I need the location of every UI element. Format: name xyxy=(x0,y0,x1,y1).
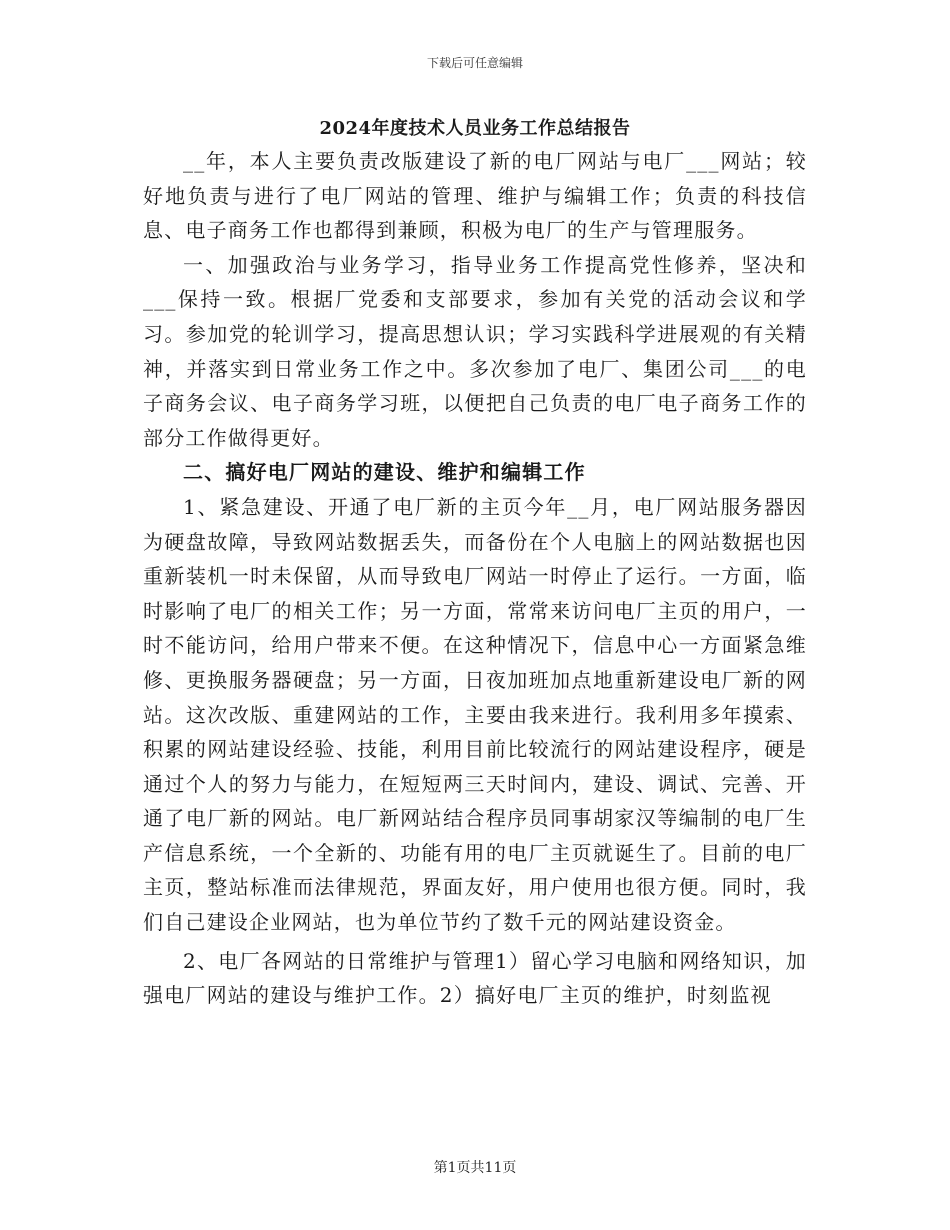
page-footer: 第1页共11页 xyxy=(433,1160,517,1176)
paragraph-item-1: 1、紧急建设、开通了电厂新的主页今年__月，电厂网站服务器因为硬盘故障，导致网站数据丢失，而备份在个人电脑上的网站数据也因重新装机一时未保留，从而导致电厂网站一时停止了运行。一方面，临时影响了电厂的相关工作；另一方面，常常来访问电厂主页的用户，一时不能访问，给用户带来不便。在这种情况下，信息中心一方面紧急维修、更换服务器硬盘；另一方面，日夜加班加点地重新建设电厂新的网站。这次改版、重建网站的工作，主要由我来进行。我利用多年摸索、积累的网站建设经验、技能，利用目前比较流行的网站建设程序，硬是通过个人的努力与能力，在短短两三天时间内，建设、调试、完善、开通了电厂新的网站。电厂新网站结合程序员同事胡家汉等编制的电厂生产信息系统，一个全新的、功能有用的电厂主页就诞生了。目前的电厂主页，整站标准而法律规范，界面友好，用户使用也很方便。同时，我们自己建设企业网站，也为单位节约了数千元的网站建设资金。 xyxy=(143,494,807,935)
page-header: 下载后可任意编辑 xyxy=(426,56,523,70)
paragraph-item-2: 2、电厂各网站的日常维护与管理1）留心学习电脑和网络知识，加强电厂网站的建设与维护工作。2）搞好电厂主页的维护，时刻监视 xyxy=(143,948,807,1008)
paragraph-section-1: 一、加强政治与业务学习，指导业务工作提高党性修养，坚决和___保持一致。根据厂党委和支部要求，参加有关党的活动会议和学习。参加党的轮训学习，提高思想认识；学习实践科学进展观的有关精神，并落实到日常业务工作之中。多次参加了电厂、集团公司___的电子商务会议、电子商务学习班，以便把自己负责的电厂电子商务工作的部分工作做得更好。 xyxy=(143,252,807,450)
section-heading-2: 二、搞好电厂网站的建设、维护和编辑工作 xyxy=(183,460,586,485)
document-title: 2024年度技术人员业务工作总结报告 xyxy=(319,118,631,139)
paragraph-intro: __年，本人主要负责改版建设了新的电厂网站与电厂___网站；较好地负责与进行了电厂网站的管理、维护与编辑工作；负责的科技信息、电子商务工作也都得到兼顾，积极为电厂的生产与管理服务。 xyxy=(143,149,807,243)
document-body xyxy=(143,144,807,1013)
